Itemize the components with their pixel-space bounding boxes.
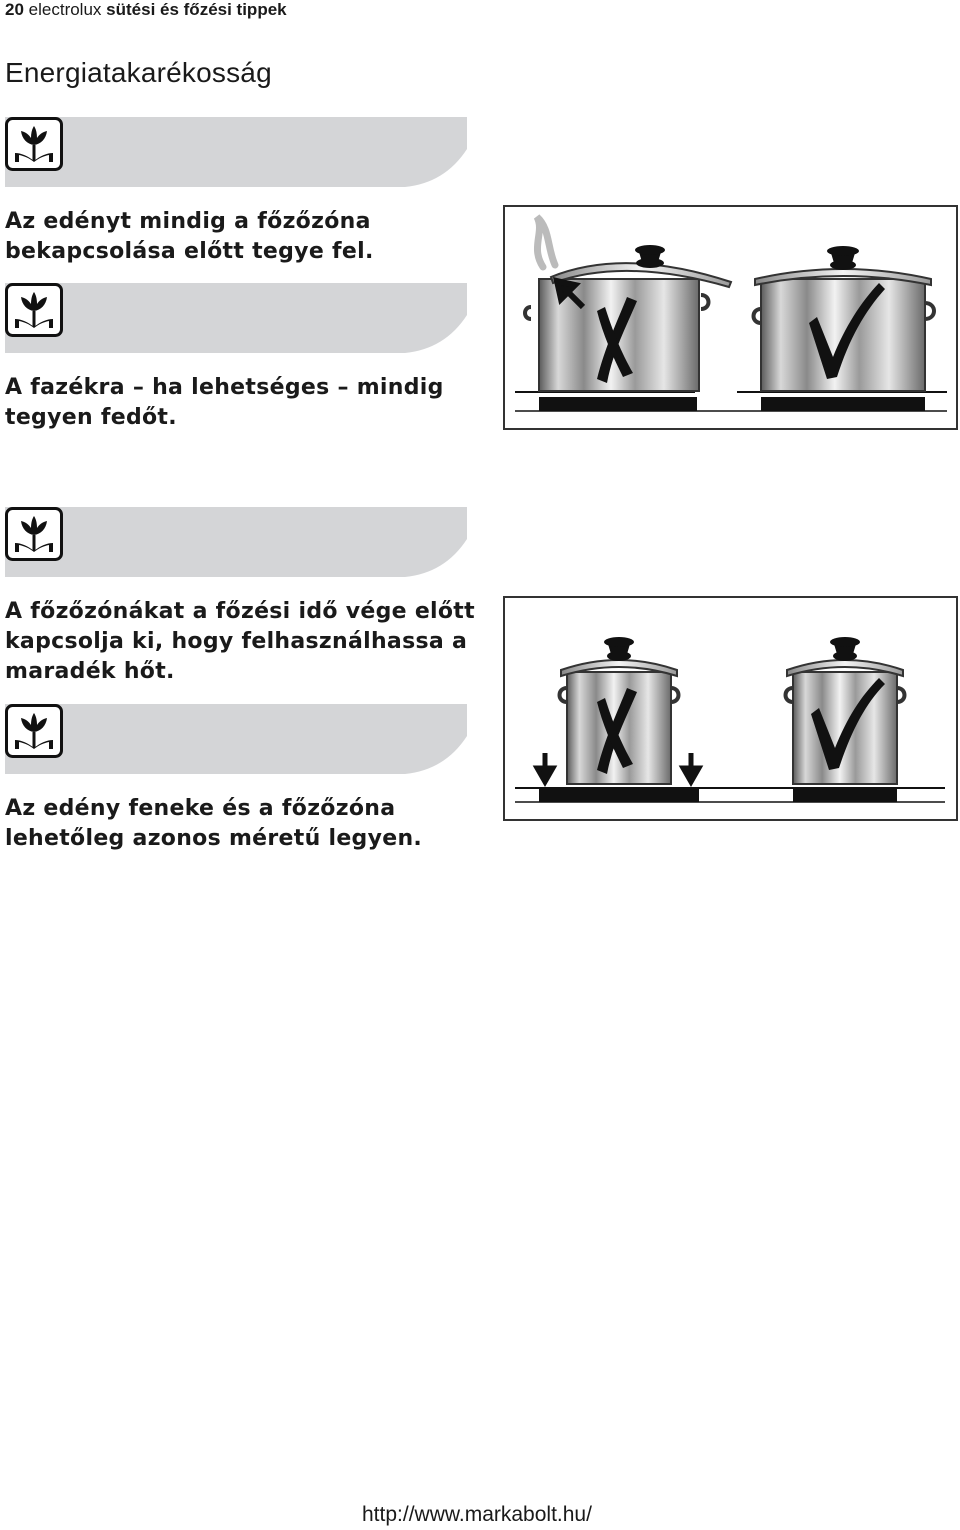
eco-flower-icon	[5, 117, 63, 171]
band-shape	[5, 283, 467, 353]
band-shape	[5, 117, 467, 187]
tip-band-1	[5, 117, 467, 187]
band-shape	[5, 704, 467, 774]
illustration-size	[503, 596, 958, 821]
tip-text-4: Az edény feneke és a főzőzóna lehetőleg azonos méretű legyen.	[5, 796, 423, 851]
tip-band-2	[5, 283, 467, 353]
small-pot-large-zone	[560, 637, 679, 784]
section-title: sütési és főzési tippek	[106, 0, 287, 19]
tip-band-4	[5, 704, 467, 774]
eco-flower-icon	[5, 283, 63, 337]
pot-with-lid	[754, 246, 935, 391]
pots-size-illustration	[505, 598, 956, 819]
illustration-lid	[503, 205, 958, 430]
tip-text-2: A fazékra – ha lehetséges – mindig tegyen fedőt.	[5, 375, 444, 430]
page-number: 20	[5, 0, 24, 19]
page-header	[5, 0, 287, 20]
tip-band-3	[5, 507, 467, 577]
matching-pot-and-zone	[786, 637, 905, 784]
brand-name: electrolux	[28, 0, 102, 19]
tip-text-1: Az edényt mindig a főzőzóna bekapcsolása előtt tegye fel.	[5, 209, 374, 264]
pots-lid-illustration	[505, 207, 956, 428]
eco-flower-icon	[5, 704, 63, 758]
band-shape	[5, 507, 467, 577]
footer-url[interactable]: http://www.markabolt.hu/	[362, 1503, 592, 1526]
page-title: Energiatakarékosság	[5, 57, 272, 88]
tip-text-3: A főzőzónákat a főzési idő vége előtt kapcsolja ki, hogy felhasználhassa a maradék hőt.	[5, 599, 475, 684]
eco-flower-icon	[5, 507, 63, 561]
